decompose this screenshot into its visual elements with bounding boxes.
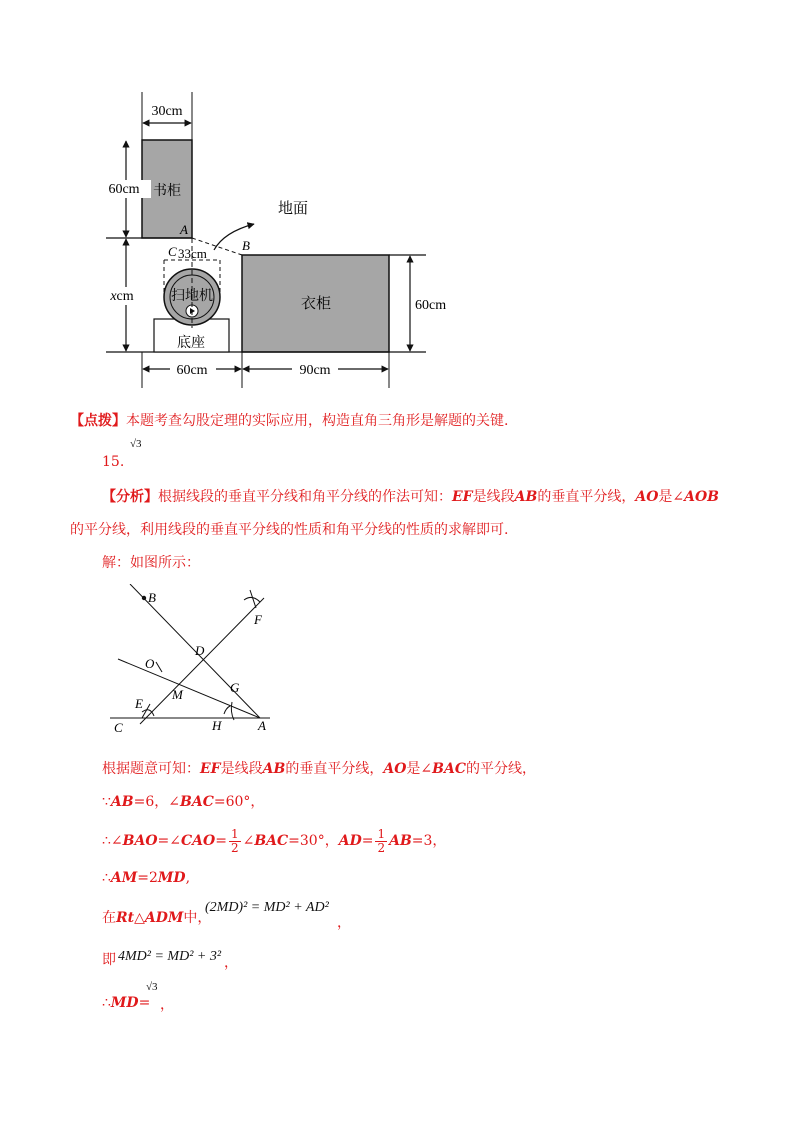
q15-answer: √3 xyxy=(130,438,142,450)
step7-pre: ∴ xyxy=(102,995,111,1011)
label-E: E xyxy=(135,696,143,711)
step5-formula: (2MD)² = MD² + AD² xyxy=(205,900,329,915)
analysis-text-c: 的垂直平分线， xyxy=(537,489,636,505)
step4-pre: ∴ xyxy=(102,870,111,886)
analysis-text-d: 是∠ xyxy=(658,489,685,505)
dim-60cm-bottom: 60cm xyxy=(176,363,208,378)
step2-line xyxy=(102,792,264,812)
step7-eq: = xyxy=(138,995,151,1011)
step3-AD: AD xyxy=(338,833,362,849)
step3-val: =30°， xyxy=(288,833,339,849)
label-O: O xyxy=(145,656,155,671)
label-bookcase: 书柜 xyxy=(153,184,181,199)
step5-a: 在 xyxy=(102,910,116,926)
step1-c: 的垂直平分线， xyxy=(285,761,384,777)
step4-AM: AM xyxy=(110,870,138,886)
tip-text: 本题考查勾股定理的实际应用，构造直角三角形是解题的关键. xyxy=(126,413,509,429)
step3-BAO: BAO xyxy=(122,833,158,849)
analysis-tag: 【分析】 xyxy=(102,489,158,505)
label-point-B: B xyxy=(242,238,250,253)
dim-90cm-bottom: 90cm xyxy=(299,363,331,378)
label-D: D xyxy=(195,643,205,658)
step2-AB: AB xyxy=(110,794,134,810)
label-robot: 扫地机 xyxy=(171,289,213,304)
step5-ADM: ADM xyxy=(144,910,184,926)
q15-number: 15. xyxy=(102,454,125,470)
step3-AB: AB xyxy=(389,833,412,849)
step4-MD: MD xyxy=(157,870,186,886)
step3-line xyxy=(102,826,446,856)
tip-line xyxy=(70,411,508,431)
step3-BAC: BAC xyxy=(254,833,289,849)
figure-cabinet-diagram xyxy=(96,92,446,388)
label-C: C xyxy=(114,720,123,734)
label-B: B xyxy=(148,590,156,605)
step4-eq: =2 xyxy=(137,870,158,886)
label-base: 底座 xyxy=(177,336,205,351)
step1-e: 的平分线， xyxy=(465,761,536,777)
step2-because: ∵ xyxy=(102,794,111,810)
step3-val2: =3， xyxy=(411,833,447,849)
analysis-line2: 的平分线，利用线段的垂直平分线的性质和角平分线的性质的求解即可. xyxy=(70,522,509,538)
step5-b: 中， xyxy=(183,910,212,926)
step1-BAC: BAC xyxy=(432,761,466,777)
step7-root: √3 xyxy=(146,981,158,993)
analysis-EF: EF xyxy=(452,489,473,505)
step1-d: 是∠ xyxy=(406,761,433,777)
step3-fraction-2: $\frac{1}{2}$ xyxy=(377,826,386,855)
step4-end: , xyxy=(185,870,191,886)
step2-val: =60°， xyxy=(213,794,265,810)
step7-root-value: 3 xyxy=(152,981,158,993)
analysis-AB: AB xyxy=(514,489,538,505)
step1-EF: EF xyxy=(200,761,221,777)
step1-line xyxy=(102,759,536,779)
step1-AB: AB xyxy=(262,761,286,777)
step2-BAC: BAC xyxy=(180,794,214,810)
step1-b: 是线段 xyxy=(220,761,263,777)
step7-line xyxy=(102,993,150,1013)
step1-a: 根据题意可知： xyxy=(102,761,200,777)
analysis-line1 xyxy=(102,487,719,507)
step5-end: ， xyxy=(337,915,351,931)
dim-60cm-left: 60cm xyxy=(108,182,140,197)
step5-tri: △ xyxy=(134,910,145,926)
step6-line xyxy=(102,950,116,970)
analysis-text-b: 是线段 xyxy=(472,489,515,505)
step7-MD: MD xyxy=(110,995,139,1011)
label-wardrobe: 衣柜 xyxy=(300,296,332,312)
label-floor: 地面 xyxy=(277,201,309,217)
label-F: F xyxy=(254,612,262,627)
label-H: H xyxy=(212,718,222,733)
tip-tag: 【点拨】 xyxy=(70,413,126,429)
figure-geometry-diagram xyxy=(110,584,285,734)
step3-eq3: = xyxy=(361,833,374,849)
dim-60cm-right: 60cm xyxy=(415,298,446,313)
step4-line xyxy=(102,868,190,888)
analysis-text-a: 根据线段的垂直平分线和角平分线的作法可知： xyxy=(158,489,452,505)
step3-pre: ∴∠ xyxy=(102,833,123,849)
dim-30cm: 30cm xyxy=(151,104,183,119)
step5-Rt: Rt xyxy=(116,910,135,926)
step5-line xyxy=(102,908,211,928)
step6-a: 即 xyxy=(102,952,116,968)
analysis-AOB: AOB xyxy=(684,489,720,505)
q15-answer-root: 3 xyxy=(136,438,142,450)
step3-CAO: CAO xyxy=(181,833,216,849)
step3-fraction-1: $\frac{1}{2}$ xyxy=(230,826,239,855)
solution-label: 解：如图所示： xyxy=(102,555,200,571)
label-M: M xyxy=(172,687,183,702)
analysis-AO: AO xyxy=(635,489,659,505)
label-point-C: C xyxy=(168,244,177,259)
dim-xcm: xcm xyxy=(110,289,134,304)
label-G: G xyxy=(230,680,240,695)
dim-33cm: 33cm xyxy=(178,246,207,261)
step3-angle: ∠ xyxy=(242,833,255,849)
step6-end: ， xyxy=(224,955,238,971)
step1-AO: AO xyxy=(383,761,407,777)
step7-end: ， xyxy=(160,997,174,1013)
step3-eq2: = xyxy=(215,833,227,849)
step2-eq: =6，∠ xyxy=(133,794,180,810)
step3-eq1: =∠ xyxy=(157,833,181,849)
label-point-A: A xyxy=(180,222,188,237)
label-A: A xyxy=(258,718,266,733)
step6-formula: 4MD² = MD² + 3² xyxy=(118,949,222,964)
